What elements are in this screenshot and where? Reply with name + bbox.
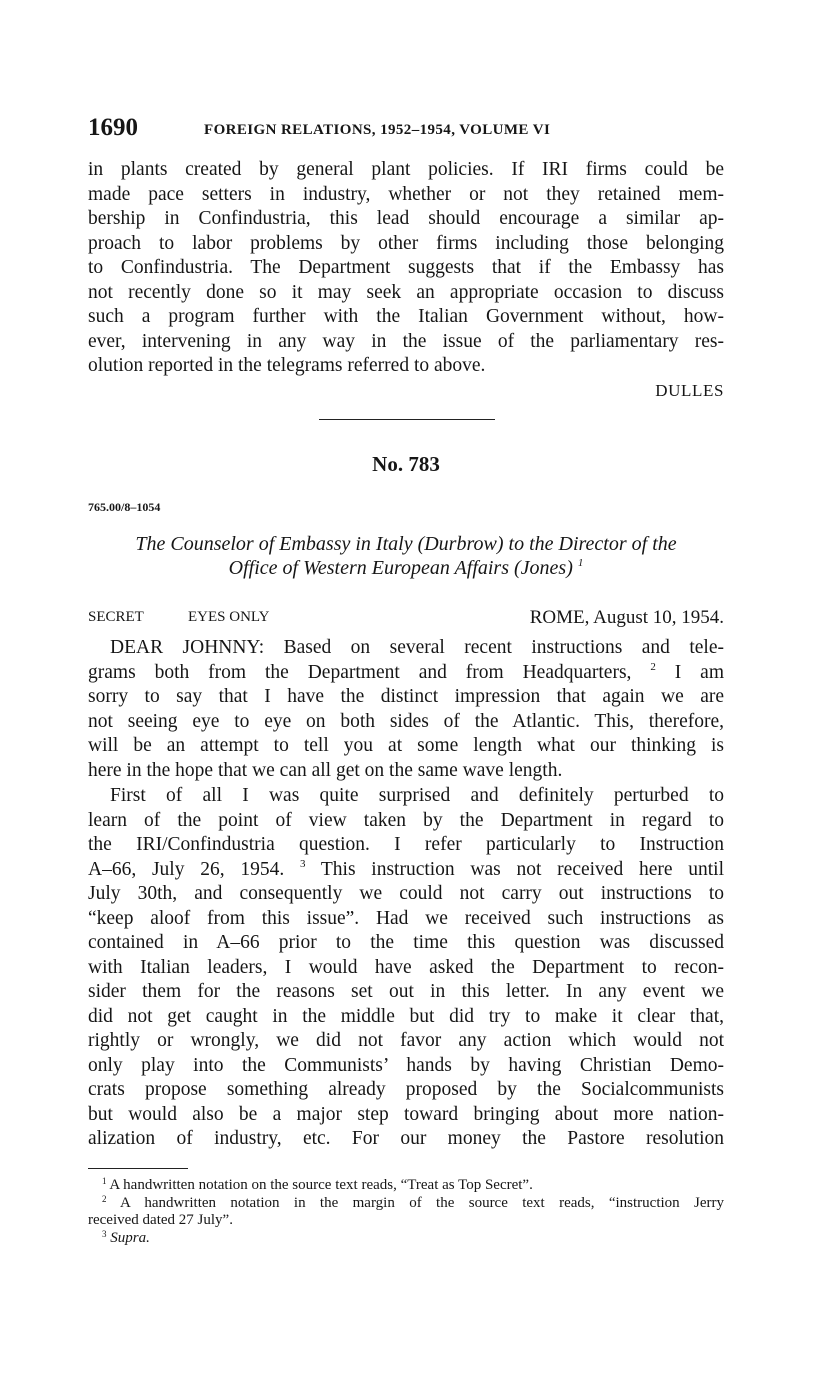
text-line: here in the hope that we can all get on the same wave length. [88, 759, 563, 781]
text-line: A–66, July 26, 1954. $^3$ This instruction was not received here until [88, 857, 725, 880]
continuation-paragraph [88, 158, 724, 379]
file-reference: 765.00/8–1054 [88, 500, 161, 514]
text-line: First of all I was quite surprised and definitely perturbed to [110, 785, 724, 806]
page-header [88, 114, 724, 144]
document-number: No. 783 [372, 452, 440, 476]
text-line: but would also be a major step toward bringing about more nation- [88, 1103, 724, 1125]
text-line: contained in A–66 prior to the time this question was discussed [88, 932, 724, 953]
text-line: learn of the point of view taken by the Department in regard to [88, 809, 724, 831]
text-line: olution reported in the telegrams referred to above. [88, 355, 486, 376]
dateline-place: ROME [529, 607, 585, 628]
dateline [530, 607, 724, 629]
page-number: 1690 [88, 114, 138, 141]
text-line: proach to labor problems by other firms including those belonging [88, 232, 724, 254]
text-line: will be an attempt to tell you at some length what our thinking is [88, 735, 724, 756]
footnote-2: $^2$ A handwritten notation in the margin of the source text reads, “instruction Jerry [102, 1193, 724, 1211]
signature: DULLES [655, 381, 724, 400]
footnote-marker: 2 [650, 660, 656, 673]
text-line: not recently done so it may seek an appropriate occasion to discuss [88, 281, 724, 303]
dateline-date: , August 10, 1954. [584, 607, 724, 628]
footnote-1: $^1$ A handwritten notation on the source text reads, “Treat as Top Secret”. [102, 1176, 533, 1193]
text-line: in plants created by general plant policies. If IRI firms could be [88, 159, 724, 180]
text-line: grams both from the Department and from Headquarters, $^2$ I am [88, 660, 724, 683]
text-line: only play into the Communists’ hands by having Christian Demo- [88, 1054, 724, 1076]
letter-paragraph-1 [88, 636, 724, 783]
title-text: Office of Western European Affairs (Jones) [228, 557, 573, 579]
section-divider [319, 419, 495, 420]
footnote-mark: 3 [102, 1228, 107, 1239]
footnote-marker: 3 [299, 857, 306, 870]
text-line: to Confindustria. The Department suggests that if the Embassy has [88, 257, 724, 278]
letter-paragraph-2 [88, 784, 724, 1152]
text-line: not seeing eye to eye on both sides of the Atlantic. This, therefore, [88, 710, 724, 732]
text-line: such a program further with the Italian Government without, how- [88, 306, 724, 327]
document-title [88, 532, 724, 580]
text-line: did not get caught in the middle but did try to make it clear that, [88, 1005, 724, 1027]
footnote-divider [88, 1168, 188, 1169]
text-line: DEAR JOHNNY: Based on several recent instructions and tele- [110, 637, 724, 658]
text-line: alization of industry, etc. For our money the Pastore resolution [88, 1128, 724, 1149]
text-line: sider them for the reasons set out in this letter. In any event we [88, 981, 724, 1002]
title-line: The Counselor of Embassy in Italy (Durbrow) to the Director of the [135, 533, 677, 555]
salutation: DEAR JOHNNY: [110, 637, 265, 658]
text-line: made pace setters in industry, whether or not they retained mem- [88, 183, 724, 205]
footnote-3: $^3$ Supra. [102, 1228, 150, 1246]
running-title: FOREIGN RELATIONS, 1952–1954, VOLUME VI [204, 122, 551, 138]
text-line: rightly or wrongly, we did not favor any action which would not [88, 1030, 724, 1051]
text-line: crats propose something already proposed by the Socialcommunists [88, 1079, 724, 1100]
classification-label: SECRET [88, 609, 144, 625]
text-line: sorry to say that I have the distinct impression that again we are [88, 686, 724, 707]
text-line: the IRI/Confindustria question. I refer particularly to Instruction [88, 834, 724, 855]
text-line: ever, intervening in any way in the issue of the parliamentary res- [88, 330, 724, 352]
footnote-mark: 1 [102, 1176, 107, 1186]
footnote-marker: 1 [577, 557, 584, 569]
footnotes [88, 1177, 724, 1247]
text-line: July 30th, and consequently we could not carry out instructions to [88, 883, 724, 904]
text-line: with Italian leaders, I would have asked the Department to recon- [88, 956, 724, 978]
footnote-mark: 2 [102, 1193, 107, 1204]
title-line [88, 556, 724, 580]
text-line: bership in Confindustria, this lead should encourage a similar ap- [88, 208, 724, 229]
text-line: “keep aloof from this issue”. Had we received such instructions as [88, 907, 724, 929]
footnote-2-continued: received dated 27 July”. [88, 1212, 233, 1228]
handling-label: EYES ONLY [188, 609, 270, 625]
